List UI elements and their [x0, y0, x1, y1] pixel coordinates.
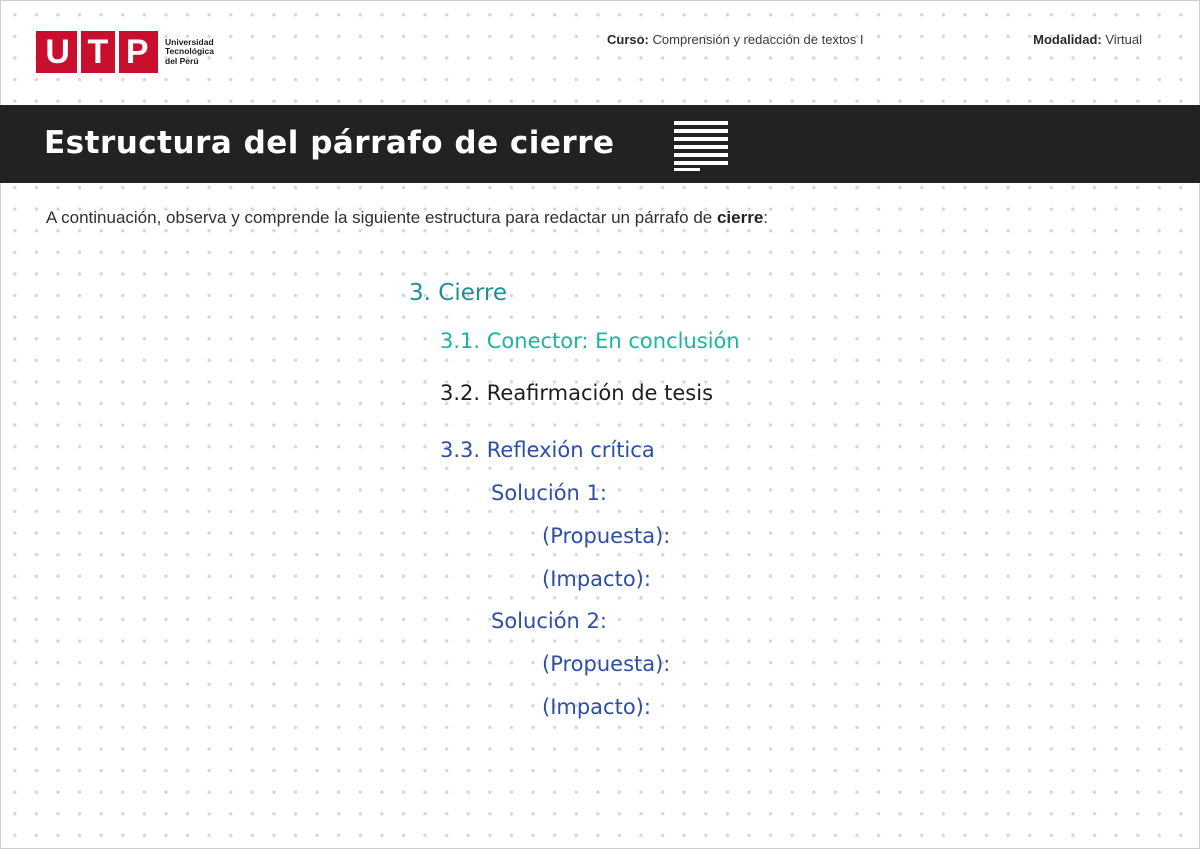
logo-separator	[77, 31, 81, 73]
solution-1-label: Solución 1:	[491, 481, 607, 505]
intro-text: A continuación, observa y comprende la siguiente estructura para redactar un párrafo de	[46, 208, 717, 227]
logo-letter-p: P	[125, 33, 149, 71]
title-band	[0, 105, 1200, 183]
modality-label: Modalidad:	[1033, 32, 1102, 47]
intro-suffix: :	[763, 208, 769, 227]
logo-separator	[115, 31, 119, 73]
section-heading-cierre: 3. Cierre	[409, 280, 508, 306]
logo-letter-u: U	[45, 33, 70, 71]
item-connector: 3.1. Conector: En conclusión	[440, 329, 740, 353]
logo-box	[36, 31, 158, 73]
logo-line: Tecnológica	[165, 46, 214, 57]
logo-line: del Perú	[165, 55, 199, 66]
utp-logo	[36, 31, 214, 73]
page-title: Estructura del párrafo de cierre	[44, 125, 615, 161]
logo-letter-t: T	[87, 33, 109, 71]
logo-wordmark	[165, 38, 214, 67]
item-thesis: 3.2. Reafirmación de tesis	[440, 381, 714, 405]
intro-paragraph	[46, 208, 768, 228]
course-label: Curso:	[607, 32, 649, 47]
course-info	[607, 32, 864, 47]
text-lines-icon	[674, 121, 728, 171]
solution-1-impact: (Impacto):	[542, 567, 651, 591]
logo-line: Universidad	[165, 36, 214, 47]
item-reflection: 3.3. Reflexión crítica	[440, 438, 655, 462]
solution-1-proposal: (Propuesta):	[542, 524, 671, 548]
intro-bold: cierre	[716, 208, 764, 227]
solution-2-label: Solución 2:	[491, 609, 607, 633]
solution-2-impact: (Impacto):	[542, 695, 651, 719]
solution-2-proposal: (Propuesta):	[542, 652, 671, 676]
modality-info	[1033, 32, 1142, 47]
modality-value: Virtual	[1105, 32, 1142, 47]
course-value: Comprensión y redacción de textos I	[652, 32, 864, 47]
